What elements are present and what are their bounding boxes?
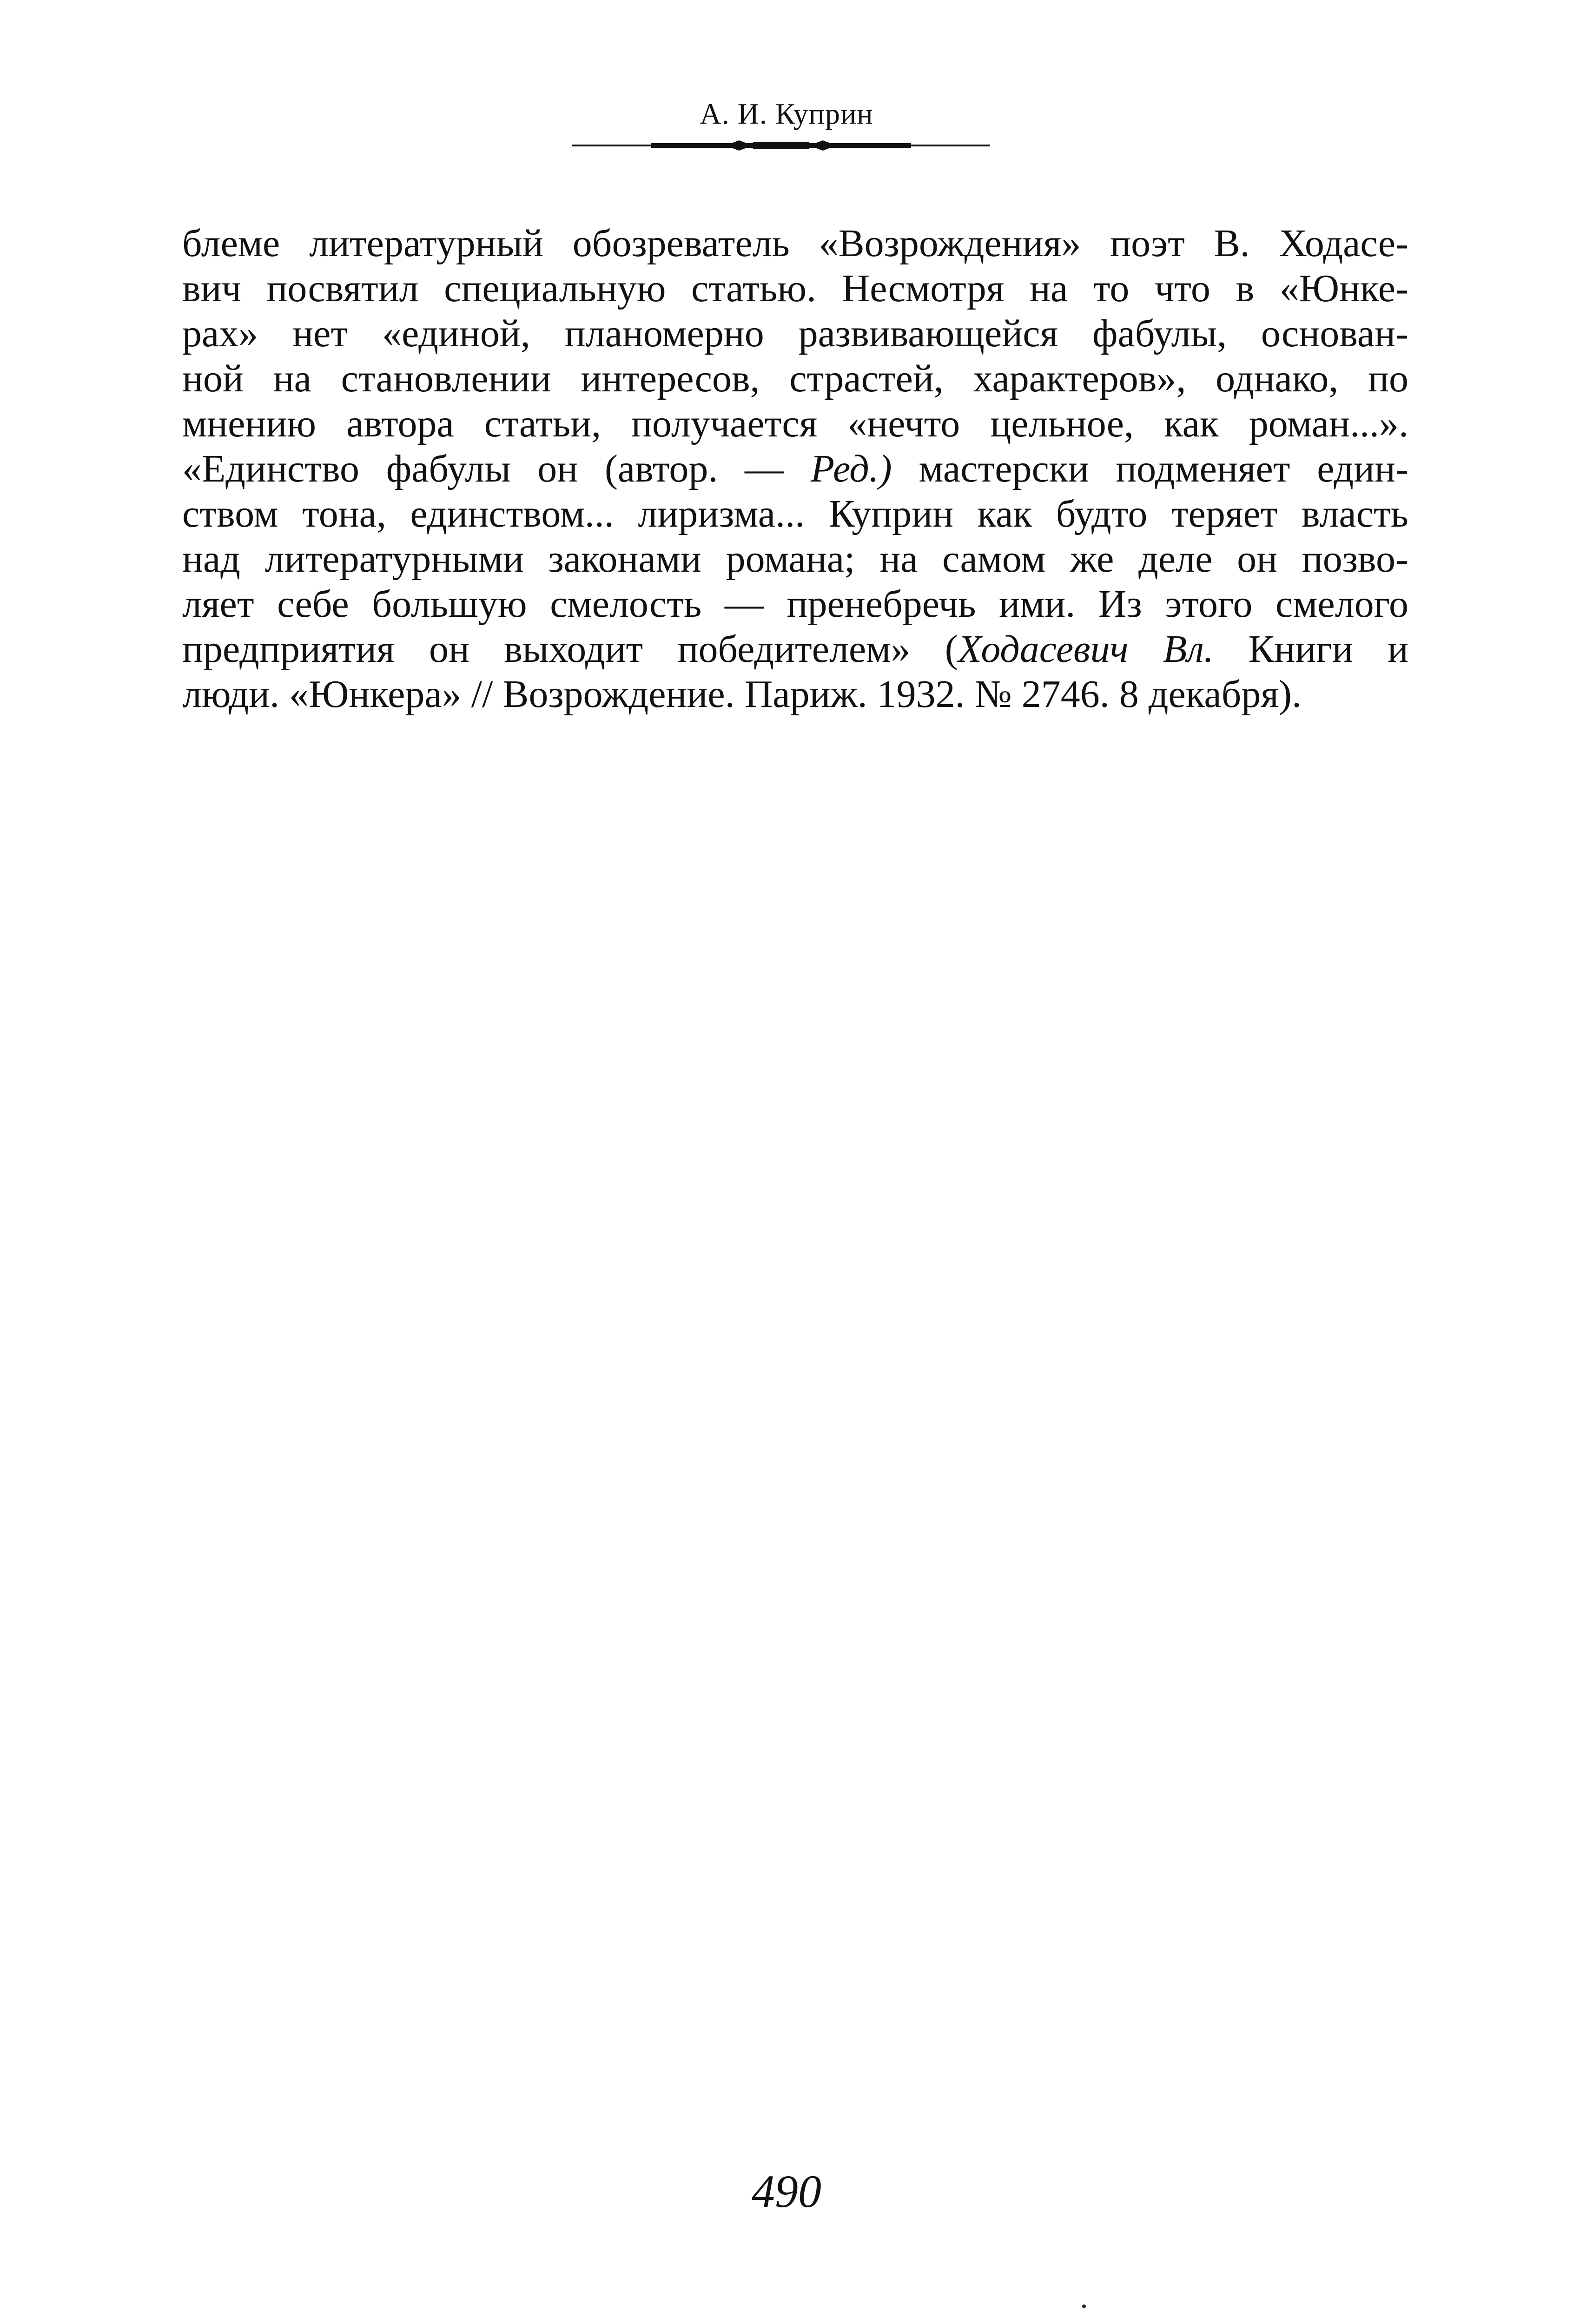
text-run: Книги и	[1214, 627, 1408, 671]
text-line: люди. «Юнкера» // Возрождение. Париж. 1932. № 2746. 8 декабря).	[182, 673, 1302, 716]
text-run: мастерски подменяет един-	[892, 447, 1408, 490]
text-run: предприятия он выходит победителем» (	[182, 627, 958, 671]
text-line: вич посвятил специальную статью. Несмотря на то что в «Юнке-	[182, 267, 1408, 310]
paragraph	[182, 221, 1408, 717]
text-run: «Единство фабулы он (автор. —	[182, 447, 811, 490]
text-line: мнению автора статьи, получается «нечто цельное, как роман...».	[182, 402, 1408, 445]
print-speck	[1082, 2304, 1086, 2308]
ornamental-rule	[572, 139, 990, 152]
text-line: ляет себе большую смелость — пренебречь ими. Из этого смелого	[182, 582, 1408, 626]
text-line	[182, 627, 1408, 672]
text-line: блеме литературный обозреватель «Возрождения» поэт В. Ходасе-	[182, 222, 1408, 265]
running-head: А. И. Куприн	[700, 97, 873, 130]
page-number: 490	[752, 2166, 821, 2217]
text-line: ством тона, единством... лиризма... Куприн как будто теряет власть	[182, 492, 1408, 535]
text-line: ной на становлении интересов, страстей, характеров», однако, по	[182, 357, 1408, 400]
italic-run: Ходасевич Вл.	[958, 627, 1214, 671]
text-line	[182, 446, 1408, 491]
text-line: рах» нет «единой, планомерно развивающейся фабулы, основан-	[182, 312, 1408, 355]
italic-run: Ред.)	[810, 447, 892, 490]
text-line: над литературными законами романа; на самом же деле он позво-	[182, 537, 1408, 581]
